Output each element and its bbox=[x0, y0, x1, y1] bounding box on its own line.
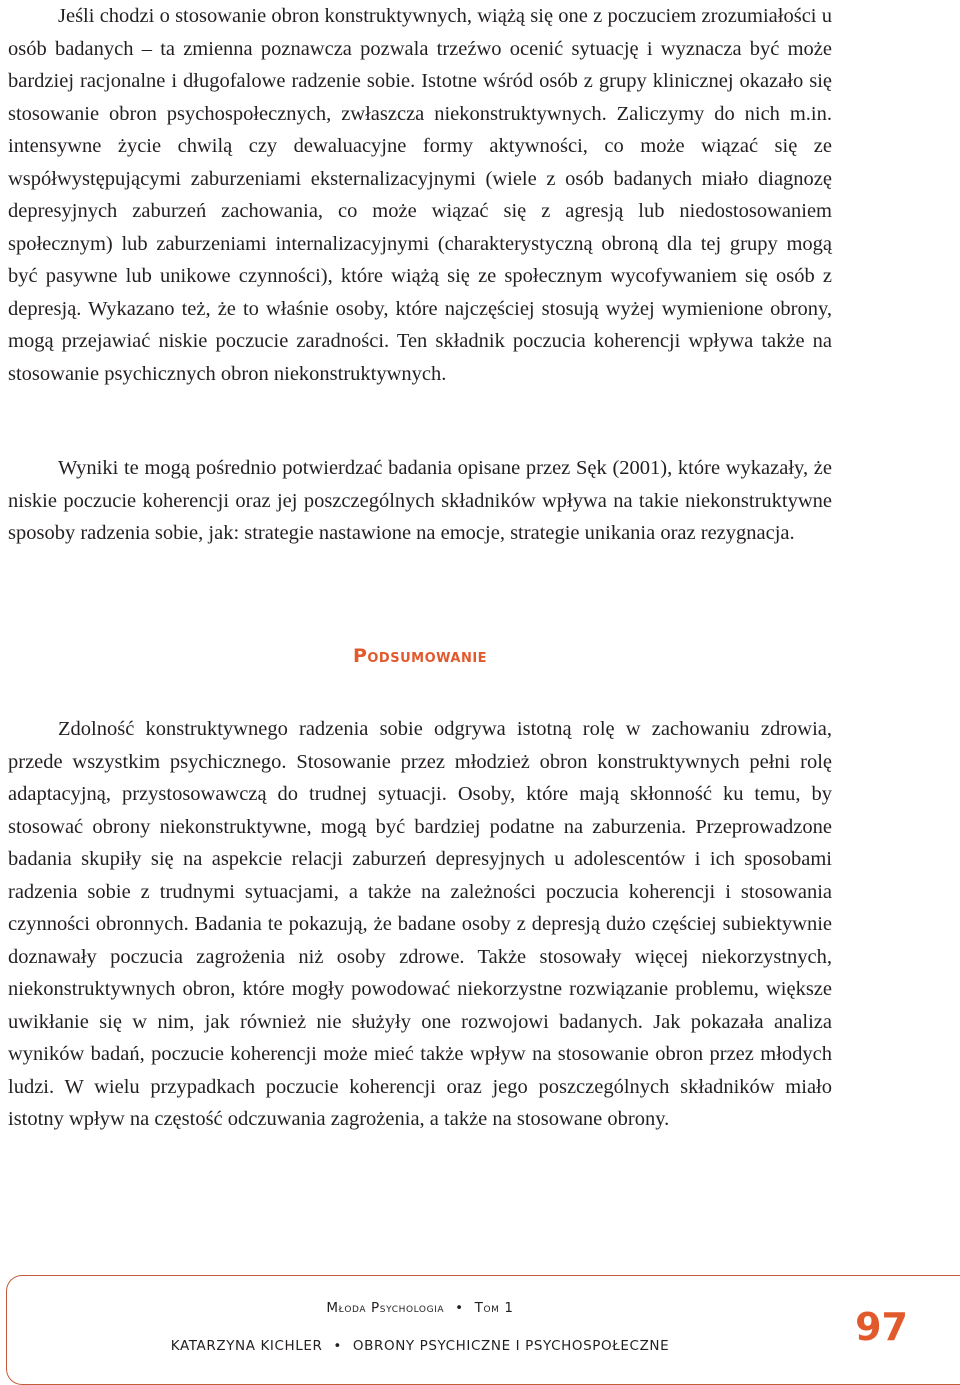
body-paragraph-1: Jeśli chodzi o stosowanie obron konstruktywnych, wiążą się one z poczuciem zrozumiałości u osób badanych – ta zmienna poznawcza pozwala trzeźwo ocenić sytuację i wyznacza być może bardziej racjonalne i długofalowe radzenie sobie. Istotne wśród osób z grupy klinicznej okazało się stosowanie obron psychospołecznych, zwłaszcza niekonstruktywnych. Zaliczymy do nich m.in. intensywne życie chwilą czy dewaluacyjne formy aktywności, co może wiązać się ze współwystępującymi zaburzeniami eksternalizacyjnymi (wiele z osób badanych miało diagnozę depresyjnych zaburzeń zachowania, co może wiązać się z agresją lub niedostosowaniem społecznym) lub zaburzeniami internalizacyjnymi (charakterystyczną obroną dla tej grupy mogą być pasywne lub unikowe czynności), które wiążą się ze społecznym wycofywaniem się osób z depresją. Wykazano też, że to właśnie osoby, które najczęściej stosują wyżej wymienione obrony, mogą przejawiać niskie poczucie zaradności. Ten składnik poczucia koherencji wpływa także na stosowanie psychicznych obron niekonstruktywnych. bbox=[8, 5, 832, 385]
separator-dot: • bbox=[455, 1300, 464, 1316]
separator-dot: • bbox=[333, 1338, 342, 1354]
body-paragraph-2: Wyniki te mogą pośrednio potwierdzać badania opisane przez Sęk (2001), które wykazały, że niskie poczucie koherencji oraz jej poszczególnych składników wpływa na takie niekonstruktywne sposoby radzenia sobie, jak: strategie nastawione na emocje, strategie unikania oraz rezygnacja. bbox=[8, 457, 832, 544]
journal-name: Młoda Psychologia bbox=[326, 1300, 445, 1316]
section-heading: Podsumowanie bbox=[352, 645, 488, 667]
article-title: OBRONY PSYCHICZNE I PSYCHOSPOŁECZNE bbox=[352, 1338, 670, 1354]
footer-journal-line bbox=[0, 1300, 840, 1316]
summary-paragraph: Zdolność konstruktywnego radzenia sobie odgrywa istotną rolę w zachowaniu zdrowia, przede wszystkim psychicznego. Stosowanie przez młodzież obron konstruktywnych pełni rolę adaptacyjną, przystosowawczą do trudnej sytuacji. Osoby, które mają skłonność ku temu, by stosować obrony niekonstruktywne, mogą być bardziej podatne na zaburzenia. Przeprowadzone badania skupiły się na aspekcie relacji zaburzeń depresyjnych u adolescentów i ich sposobami radzenia sobie z trudnymi sytuacjami, a także na zależności poczucia koherencji i stosowania czynności obronnych. Badania te pokazują, że badane osoby z depresją dużo częściej subiektywnie doznawały poczucia zagrożenia niż osoby zdrowe. Także stosowały więcej niekorzystnych, niekonstruktywnych obron, które mogły powodować niekorzystne rozwiązanie problemu, większe uwikłanie się w nim, jak również nie służyły one rozwojowi badanych. Jak pokazała analiza wyników badań, poczucie koherencji może mieć także wpływ na stosowanie obron przez młodych ludzi. W wielu przypadkach poczucie koherencji oraz jego poszczególnych składników miało istotny wpływ na częstość odczuwania zagrożenia, a także na stosowane obrony. bbox=[8, 718, 832, 1130]
footer-frame bbox=[6, 1275, 960, 1385]
author-name: KATARZYNA KICHLER bbox=[170, 1338, 323, 1354]
page-number: 97 bbox=[855, 1305, 908, 1349]
footer-author-line bbox=[0, 1338, 840, 1354]
journal-volume: Tom 1 bbox=[474, 1300, 514, 1316]
